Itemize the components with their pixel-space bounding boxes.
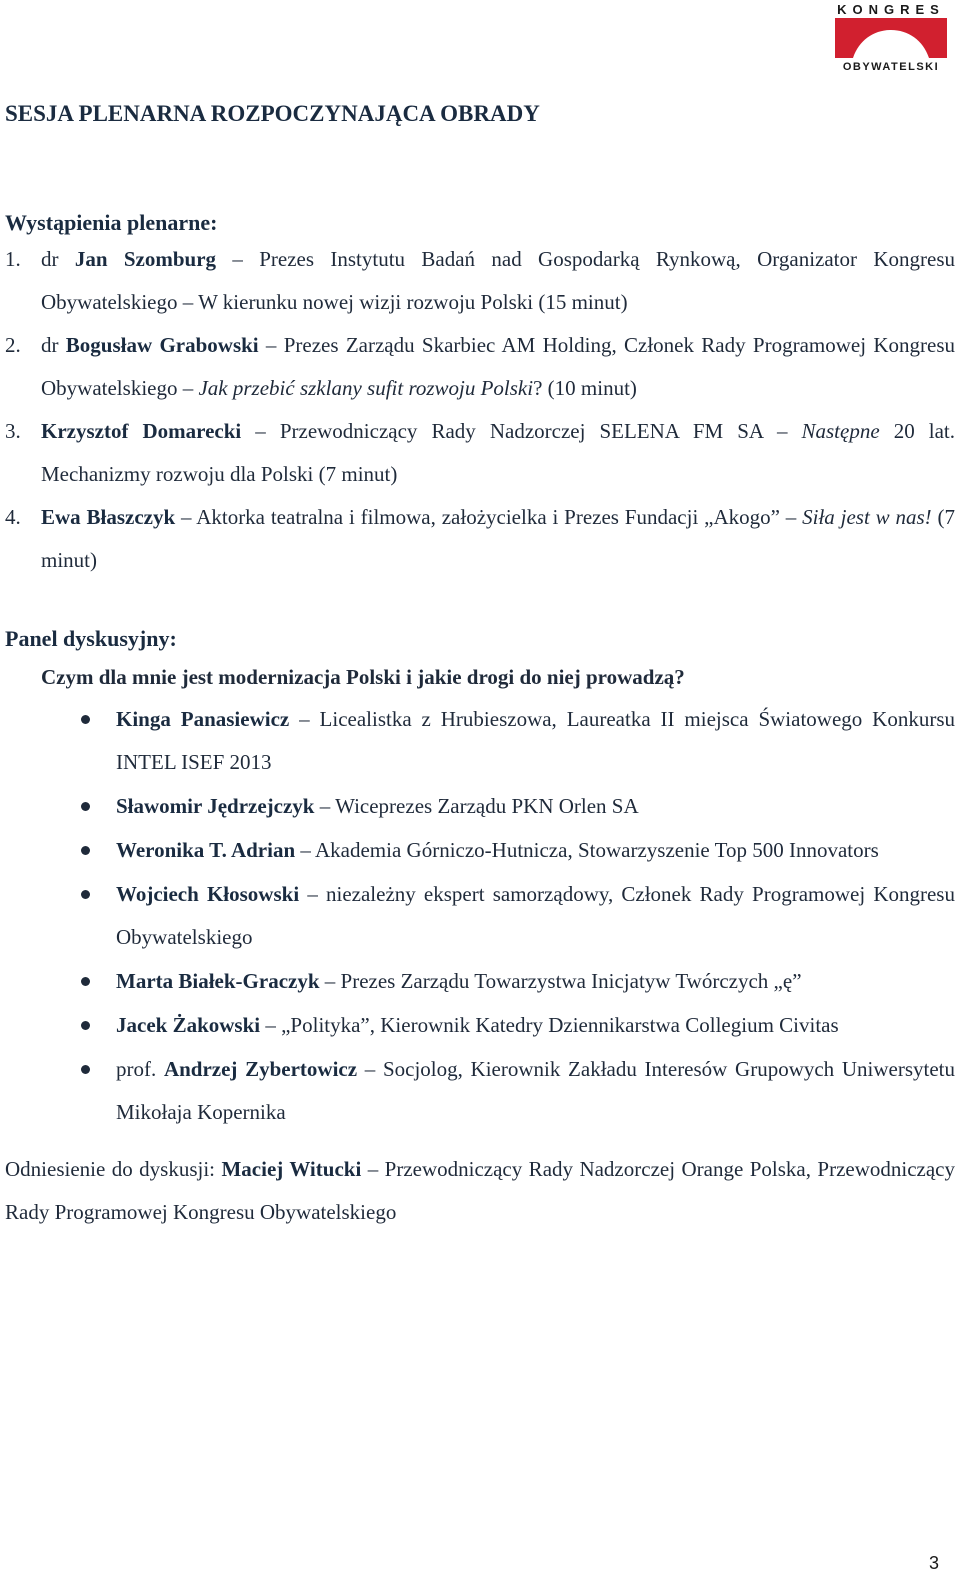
speaker-prefix: dr (41, 333, 66, 357)
odniesienie-name: Maciej Witucki (221, 1157, 362, 1181)
talk-duration: (15 minut) (533, 290, 628, 314)
talk-duration: (7 minut) (41, 505, 955, 572)
panelist-item (5, 829, 955, 872)
session-title: SESJA PLENARNA ROZPOCZYNAJĄCA OBRADY (5, 101, 540, 126)
talk-title: Siła jest w nas! (802, 505, 932, 529)
panelist-prefix: prof. (116, 1057, 164, 1081)
bullet-icon (81, 715, 90, 724)
bullet-icon (81, 890, 90, 899)
plenary-item (5, 238, 955, 324)
panel-heading: Panel dyskusyjny: (5, 626, 177, 651)
panelist-name: Marta Białek-Graczyk (116, 969, 320, 993)
panelist-item (5, 698, 955, 784)
logo-arch-icon (835, 18, 947, 60)
bullet-icon (81, 977, 90, 986)
document-body (5, 96, 955, 1234)
panelist-role: – Prezes Zarządu Towarzystwa Inicjatyw Twórczych „ę” (319, 969, 802, 993)
panelist-role: – niezależny ekspert samorządowy, Członek Rady Programowej Kongresu Obywatelskiego (116, 882, 955, 949)
speaker-role: – Aktorka teatralna i filmowa, założycielka i Prezes Fundacji „Akogo” – (175, 505, 803, 529)
panelist-item (5, 960, 955, 1003)
speaker-name: Ewa Błaszczyk (41, 505, 176, 529)
panelist-name: Wojciech Kłosowski (116, 882, 300, 906)
bullet-icon (81, 1021, 90, 1030)
panelist-item (5, 785, 955, 828)
talk-title: Następne (801, 419, 880, 443)
odniesienie (5, 1148, 955, 1234)
plenary-item-number: 3. (5, 419, 21, 443)
talk-title: Jak przebić szklany sufit rozwoju Polski (198, 376, 534, 400)
plenary-item-number: 1. (5, 247, 21, 271)
panelist-name: Sławomir Jędrzejczyk (116, 794, 315, 818)
plenary-item (5, 324, 955, 410)
talk-duration: (7 minut) (313, 462, 398, 486)
plenary-item (5, 410, 955, 496)
speaker-name: Jan Szomburg (74, 247, 217, 271)
bullet-icon (81, 1065, 90, 1074)
talk-title-plain: W kierunku nowej wizji rozwoju Polski (198, 290, 534, 314)
talk-title-plain: 20 lat. Mechanizmy rozwoju dla Polski (41, 419, 955, 486)
plenary-item-number: 2. (5, 333, 21, 357)
talk-duration: ? (10 minut) (533, 376, 637, 400)
plenary-heading: Wystąpienia plenarne: (5, 210, 218, 235)
panelist-role: – Wiceprezes Zarządu PKN Orlen SA (314, 794, 639, 818)
panel-list (5, 698, 955, 1134)
panelist-name: Weronika T. Adrian (116, 838, 296, 862)
speaker-role: – Prezes Zarządu Skarbiec AM Holding, Członek Rady Programowej Kongresu Obywatelskiego – (41, 333, 955, 400)
odniesienie-label: Odniesienie do dyskusji: (5, 1157, 222, 1181)
odniesienie-desc: – Przewodniczący Rady Nadzorczej Orange Polska, Przewodniczący Rady Programowej Kongresu Obywatelskiego (5, 1157, 956, 1224)
speaker-name: Krzysztof Domarecki (41, 419, 242, 443)
panelist-item (5, 1004, 955, 1047)
panelist-role: – Akademia Górniczo-Hutnicza, Stowarzyszenie Top 500 Innovators (295, 838, 879, 862)
panelist-name: Jacek Żakowski (116, 1013, 261, 1037)
page-number: 3 (929, 1553, 940, 1573)
plenary-item (5, 496, 955, 582)
speaker-name: Bogusław Grabowski (65, 333, 259, 357)
panelist-name: Andrzej Zybertowicz (163, 1057, 358, 1081)
kongres-logo (835, 2, 947, 74)
panelist-item (5, 1048, 955, 1134)
plenary-item-number: 4. (5, 505, 21, 529)
panel-subtitle: Czym dla mnie jest modernizacja Polski i jakie drogi do niej prowadzą? (41, 665, 685, 689)
bullet-icon (81, 846, 90, 855)
panelist-item (5, 873, 955, 959)
speaker-prefix: dr (41, 247, 75, 271)
panelist-name: Kinga Panasiewicz (116, 707, 290, 731)
panelist-role: – Licealistka z Hrubieszowa, Laureatka II miejsca Światowego Konkursu INTEL ISEF 2013 (116, 707, 956, 774)
plenary-list (5, 238, 955, 582)
logo-top-text: KONGRES (837, 2, 945, 17)
speaker-role: – Przewodniczący Rady Nadzorczej SELENA FM SA – (241, 419, 802, 443)
bullet-icon (81, 802, 90, 811)
logo-bottom-text: OBYWATELSKI (842, 61, 940, 73)
panelist-role: – Socjolog, Kierownik Zakładu Interesów Grupowych Uniwersytetu Mikołaja Kopernika (116, 1057, 956, 1124)
speaker-role: – Prezes Instytutu Badań nad Gospodarką Rynkową, Organizator Kongresu Obywatelskiego – (41, 247, 955, 314)
panelist-role: – „Polityka”, Kierownik Katedry Dziennikarstwa Collegium Civitas (260, 1013, 839, 1037)
